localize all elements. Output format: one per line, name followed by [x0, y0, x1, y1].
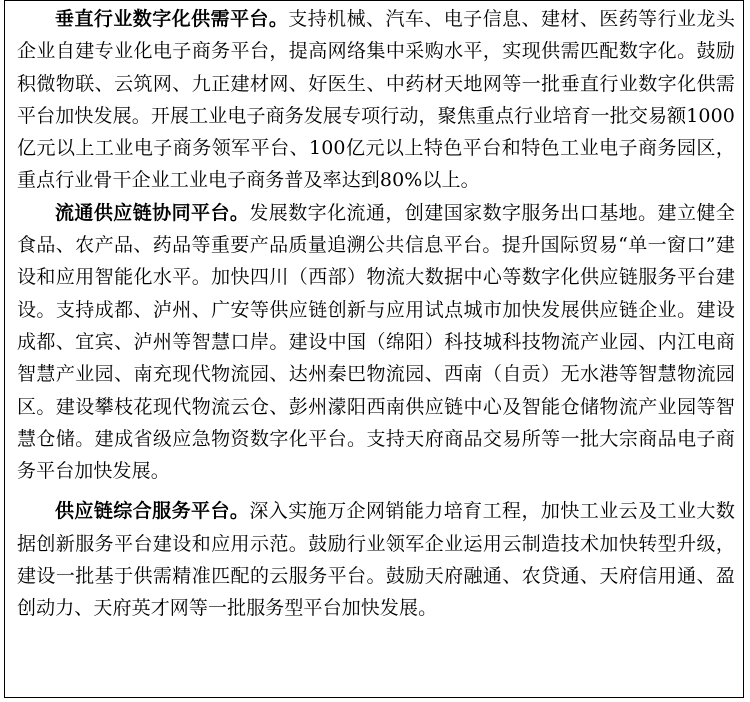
paragraph-supply-chain-collaboration-platform — [17, 197, 735, 488]
paragraph-body-text: 深入实施万企网销能力培育工程，加快工业云及工业大数据创新服务平台建设和应用示范。鼓励行业领军企业运用云制造技术加快转型升级，建设一批基于供需精准匹配的云服务平台。鼓励天府融通、农贷通、天府信用通、盈创动力、天府英才网等一批服务型平台加快发展。 — [17, 500, 735, 620]
paragraph-lead-heading: 供应链综合服务平台。 — [55, 500, 250, 523]
paragraph-vertical-industry-platform — [17, 3, 735, 197]
paragraph-supply-chain-service-platform — [17, 495, 735, 624]
paragraph-lead-heading: 垂直行业数字化供需平台。 — [55, 8, 289, 30]
paragraph-body-text: 支持机械、汽车、电子信息、建材、医药等行业龙头企业自建专业化电子商务平台，提高网络集中采购水平，实现供需匹配数字化。鼓励积微物联、云筑网、九正建材网、好医生、中药材天地网等一批垂直行业数字化供需平台加快发展。开展工业电子商务发展专项行动，聚焦重点行业培育一批交易额1000亿元以上工业电子商务领军平台、100亿元以上特色平台和特色工业电子商务园区，重点行业骨干企业工业电子商务普及率达到80%以上。 — [17, 8, 735, 192]
paragraph-lead-heading: 流通供应链协同平台。 — [55, 201, 250, 224]
document-box — [4, 0, 744, 698]
paragraph-body-text: 发展数字化流通，创建国家数字服务出口基地。建立健全食品、农产品、药品等重要产品质量追溯公共信息平台。提升国际贸易“单一窗口”建设和应用智能化水平。加快四川（西部）物流大数据中心等数字化供应链服务平台建设。支持成都、泸州、广安等供应链创新与应用试点城市加快发展供应链企业。建设成都、宜宾、泸州等智慧口岸。建设中国（绵阳）科技城科技物流产业园、内江电商智慧产业园、南充现代物流园、达州秦巴物流园、西南（自贡）无水港等智慧物流园区。建设攀枝花现代物流云仓、彭州濛阳西南供应链中心及智能仓储物流产业园等智慧仓储。建成省级应急物资数字化平台。支持天府商品交易所等一批大宗商品电子商务平台加快发展。 — [17, 201, 735, 483]
